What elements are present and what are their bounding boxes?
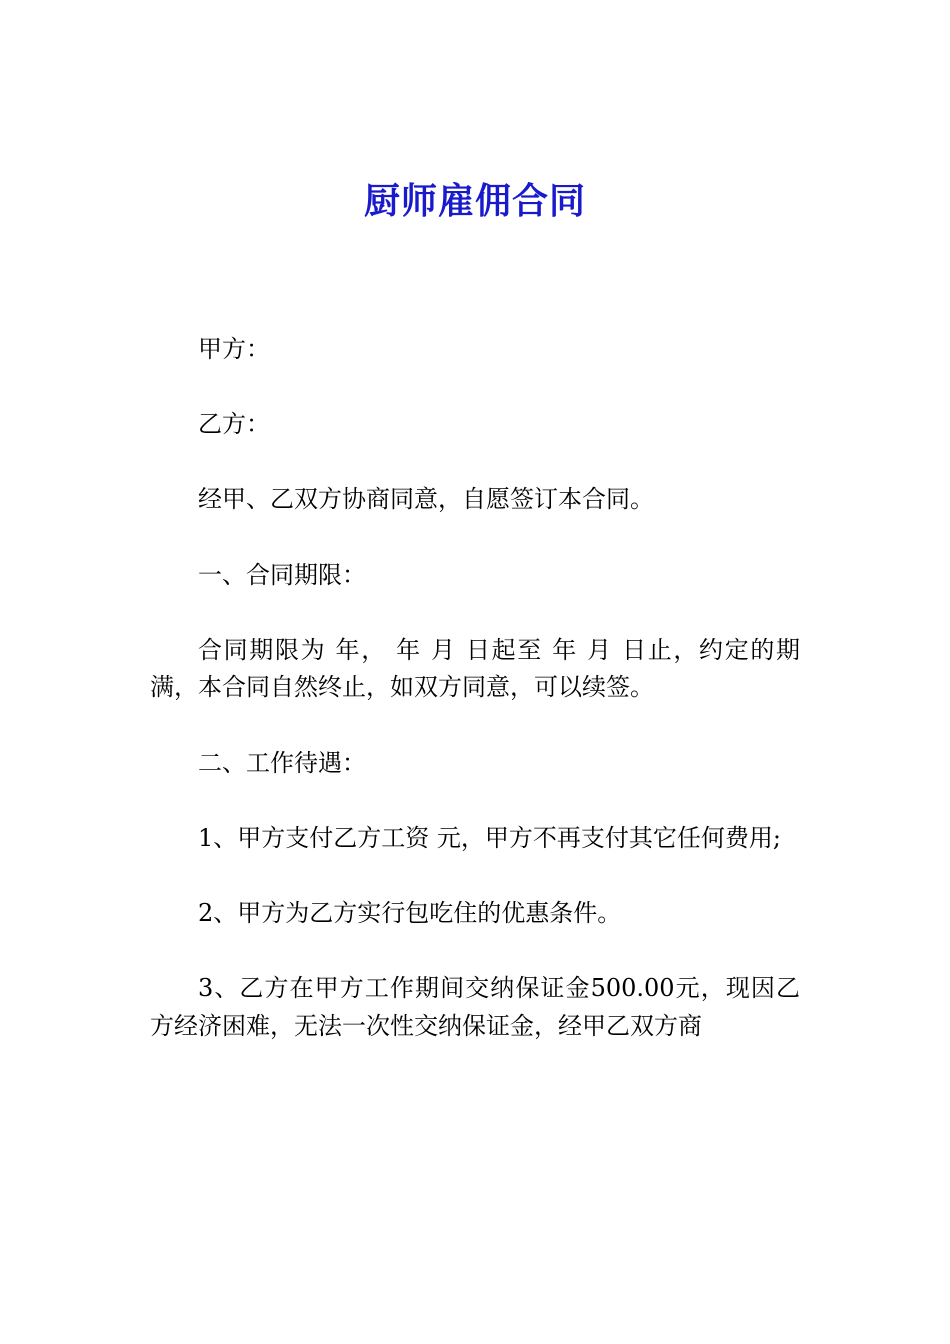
section-heading-benefits: 二、工作待遇：: [198, 748, 366, 777]
benefit-clause-1: 1、甲方支付乙方工资 元，甲方不再支付其它任何费用;: [198, 823, 781, 852]
document-title: 厨师雇佣合同: [363, 181, 586, 222]
section-heading-term: 一、合同期限：: [198, 560, 366, 589]
document-body: [150, 331, 800, 1083]
agreement-intro: 经甲、乙双方协商同意，自愿签订本合同。: [198, 485, 654, 514]
term-clause: 合同期限为 年， 年 月 日起至 年 月 日止，约定的期满，本合同自然终止，如双方同意，可以续签。: [150, 635, 800, 702]
party-b-line: 乙方：: [198, 410, 270, 439]
benefit-clause-2: 2、甲方为乙方实行包吃住的优惠条件。: [198, 898, 622, 927]
party-a-line: 甲方：: [198, 335, 270, 363]
benefit-clause-3: 3、乙方在甲方工作期间交纳保证金500.00元，现因乙方经济困难，无法一次性交纳保证金，经甲乙双方商: [150, 974, 800, 1040]
